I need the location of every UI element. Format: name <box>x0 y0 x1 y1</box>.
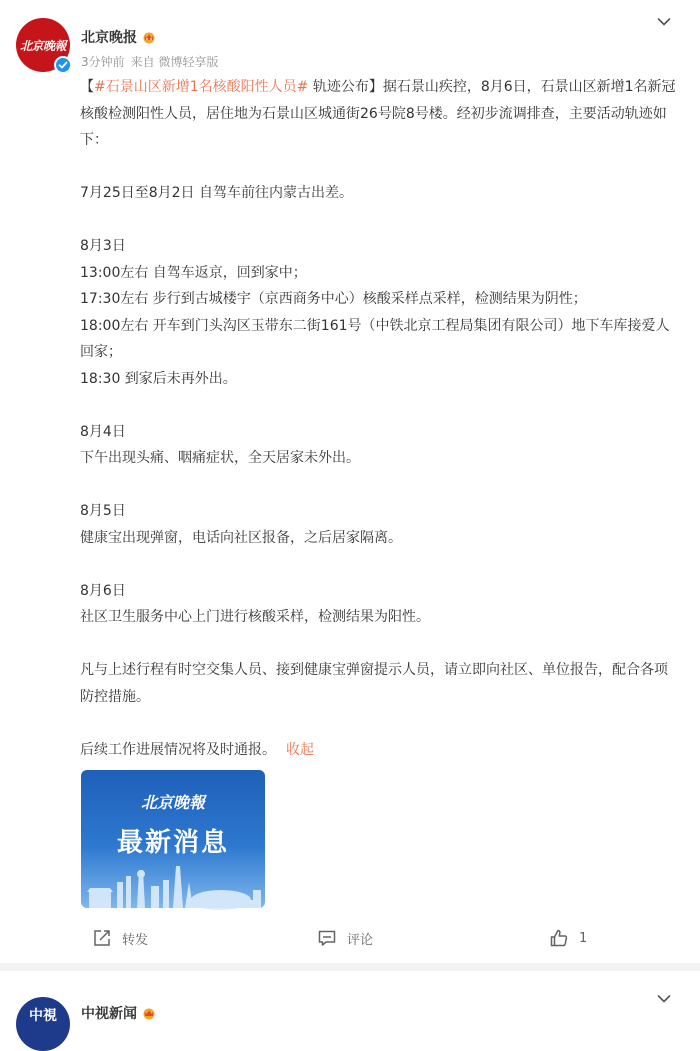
trip-paragraph: 7月25日至8月2日 自驾车前往内蒙古出差。 <box>80 185 353 201</box>
lead-bracket: 【 <box>80 79 94 95</box>
aug6-date: 8月6日 <box>80 582 126 599</box>
like-count: 1 <box>579 930 588 946</box>
author-avatar[interactable] <box>16 18 70 72</box>
post-source: 来自 微博轻享版 <box>130 55 219 69</box>
closing-text: 后续工作进展情况将及时通报。 <box>80 741 276 758</box>
comment-label: 评论 <box>347 932 374 948</box>
image-logo-text: 北京晚報 <box>140 793 205 812</box>
aug6-text: 社区卫生服务中心上门进行核酸采样，检测结果为阳性。 <box>80 609 430 625</box>
like-button[interactable] <box>549 928 587 948</box>
next-author-avatar[interactable] <box>16 997 70 1051</box>
chevron-down-icon[interactable] <box>656 991 672 1007</box>
avatar-logo-text: 北京晚報 <box>19 38 66 53</box>
post-actions <box>0 920 700 960</box>
thumbs-up-icon <box>549 928 569 948</box>
lead-title-rest: 轨迹公布】 <box>308 79 383 95</box>
post-time[interactable]: 3分钟前 <box>81 55 125 69</box>
hashtag-link[interactable]: #石景山区新增1名核酸阳性人员# <box>94 79 309 95</box>
closing-paragraph <box>80 737 680 764</box>
aug4-text: 下午出现头痛、咽痛症状，全天居家未外出。 <box>80 450 360 466</box>
aug3-line: 17:30左右 步行到古城楼宇（京西商务中心）核酸采样点采样，检测结果为阴性； <box>80 291 587 307</box>
post-content <box>80 74 680 763</box>
author-name-row <box>81 27 157 47</box>
aug3-date: 8月3日 <box>80 238 126 254</box>
aug3-line: 18:30 到家后未再外出。 <box>80 370 237 387</box>
post-meta <box>81 53 218 70</box>
skyline-graphic <box>81 852 265 908</box>
repost-button[interactable] <box>92 928 148 948</box>
lead-text: 据石景山疾控，8月6日，石景山区新增1名新冠核酸检测阳性人员，居住地为石景山区城通街26号院8号楼。经初步流调排查，主要活动轨迹如下： <box>80 79 676 148</box>
chevron-down-icon[interactable] <box>656 14 672 30</box>
crown-icon <box>141 1006 157 1020</box>
image-headline: 最新消息 <box>116 828 229 858</box>
next-author-name[interactable]: 中视新闻 <box>81 1006 137 1022</box>
aug3-line: 13:00左右 自驾车返京，回到家中； <box>80 264 307 281</box>
repost-label: 转发 <box>122 932 149 948</box>
aug5-date: 8月5日 <box>80 503 126 519</box>
aug5-text: 健康宝出现弹窗，电话向社区报备，之后居家隔离。 <box>80 529 402 546</box>
crown-icon <box>141 30 157 44</box>
next-author-name-row <box>81 1003 157 1023</box>
notice-paragraph: 凡与上述行程有时空交集人员、接到健康宝弹窗提示人员，请立即向社区、单位报告，配合各项防控措施。 <box>80 662 668 705</box>
news-image[interactable] <box>81 770 265 908</box>
repost-icon <box>92 928 112 948</box>
next-avatar-text: 中視 <box>29 1008 57 1024</box>
collapse-link[interactable]: 收起 <box>286 741 314 758</box>
lead-paragraph <box>80 74 680 154</box>
author-name[interactable]: 北京晚报 <box>81 30 137 46</box>
comment-icon <box>317 928 337 948</box>
aug3-line: 18:00左右 开车到门头沟区玉带东二街161号（中铁北京工程局集团有限公司）地下车库接爱人回家； <box>80 317 670 360</box>
aug4-date: 8月4日 <box>80 423 126 440</box>
next-weibo-post <box>0 971 700 1024</box>
verified-icon <box>54 56 72 74</box>
comment-button[interactable] <box>317 928 373 948</box>
post-divider <box>0 963 700 971</box>
